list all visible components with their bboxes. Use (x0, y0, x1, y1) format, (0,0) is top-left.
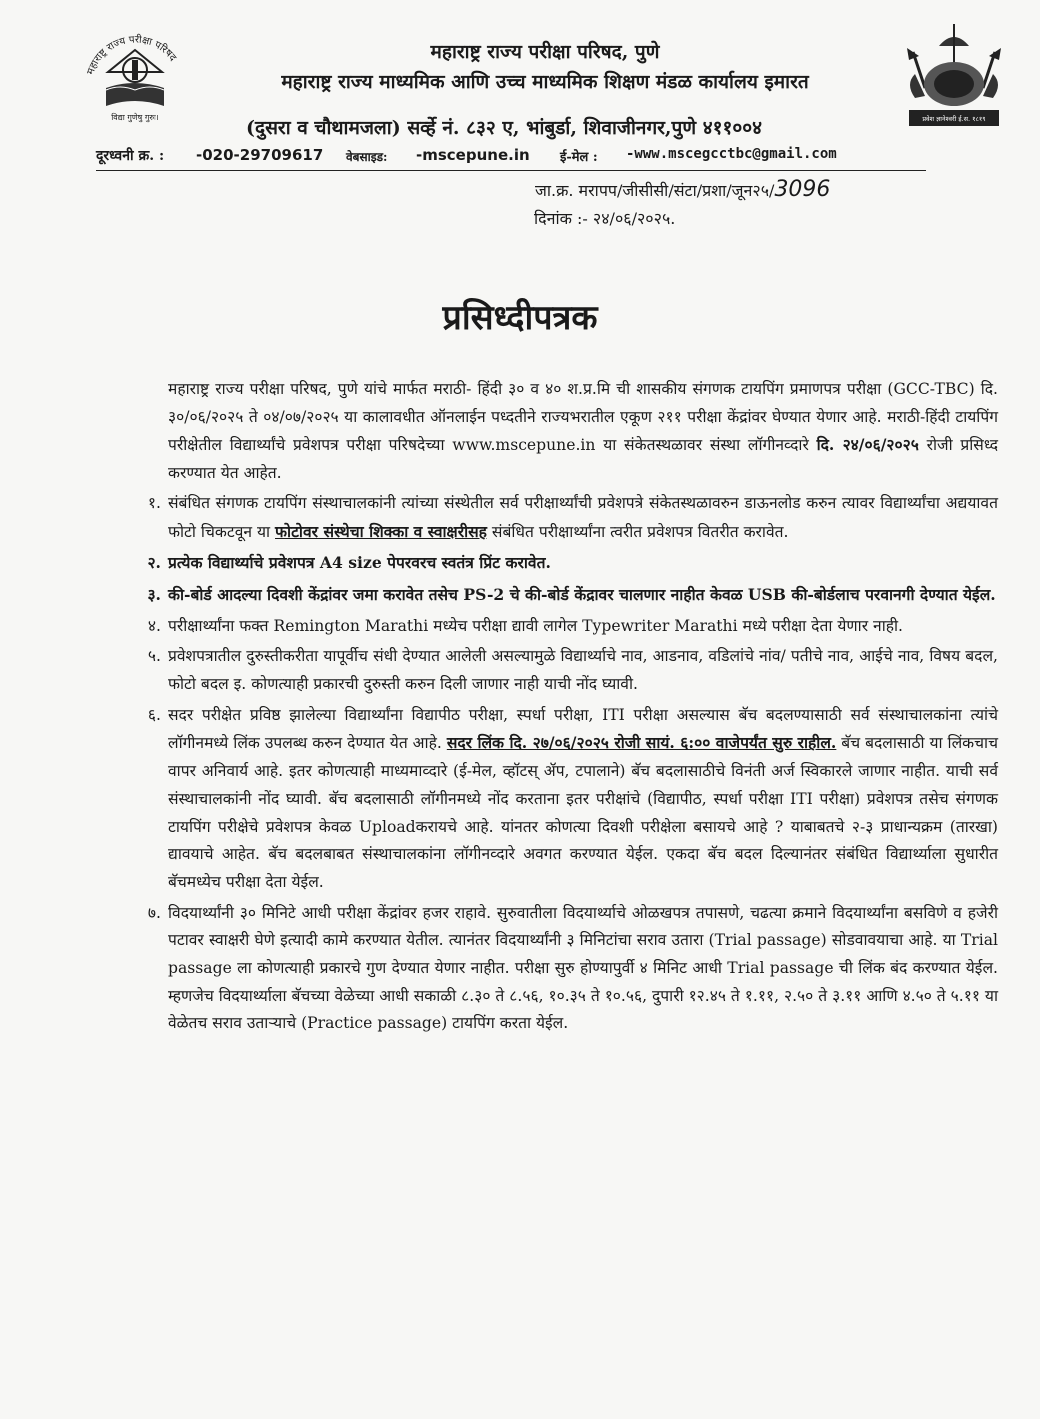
website-link[interactable]: -mscepune.in (416, 146, 530, 164)
item-emphasis: सदर लिंक दि. २७/०६/२०२५ रोजी सायं. ६:०० वाजेपर्यंत सुरु राहील. (446, 733, 837, 753)
intro-text-end: रोजी प्रसिध्द करण्यात येत आहेत. (168, 436, 998, 483)
council-name: महाराष्ट्र राज्य परीक्षा परिषद, पुणे (430, 41, 660, 63)
item-number: ३. (147, 584, 161, 604)
phone-label: दूरध्वनी क्र. : (96, 148, 165, 164)
item-emphasis: की-बोर्ड आदल्या दिवशी केंद्रांवर जमा करावेत तसेच PS-2 चे की-बोर्ड केंद्रावर चालणार नाहीत केवळ USB की-बोर्डलाच परवानगी देण्यात येईल. (168, 584, 996, 604)
notice-body (147, 376, 998, 1041)
intro-paragraph (168, 376, 998, 488)
item-text-end: बॅच बदलासाठी या लिंकचाच वापर अनिवार्य आहे. इतर कोणत्याही माध्यमाव्दारे (ई-मेल, व्हॉटस् ॲप, टपालाने) बॅच बदलासाठीचे विनंती अर्ज स्विकारले जाणार नाहीत. याची सर्व संस्थाचालकांनी नोंद घ्यावी. बॅच बदलासाठी लॉगीनमध्ये नोंद करताना इतर परीक्षांचे (विद्यापीठ, स्पर्धा परीक्षा ITI परीक्षा) प्रवेशपत्र तसेच संगणक टायपिंग परीक्षेचे प्रवेशपत्र केवळ Uploadकरायचे आहे. यांनतर कोणत्या दिवशी परीक्षेला बसायचे आहे ? याबाबतचे २-३ प्राधान्यक्रम (तारखा) द्यावयाचे आहेत. बॅच बदलबाबत संस्थाचालकांना लॉगीनव्दारे अवगत करण्यात येईल. एकदा बॅच बदल दिल्यानंतर संबंधित विद्यार्थ्याला सुधारीत बॅचमध्येच परीक्षा देता येईल. (168, 734, 998, 891)
svg-text:महाराष्ट्र राज्य परीक्षा परिषद (85, 34, 178, 77)
phone-number: -020-29709617 (196, 146, 324, 164)
item-text: संबंधित संगणक टायपिंग संस्थाचालकांनी त्यांच्या संस्थेतील सर्व परीक्षार्थ्यांची प्रवेशपत्रे संकेतस्थळावरुन डाऊनलोड करुन त्यावर विद्यार्थ्यांचा अद्ययावत फोटो चिकटवून या (168, 493, 998, 541)
state-crest-icon (895, 18, 1013, 136)
item-text: प्रवेशपत्रातील दुरुस्तीकरीता यापूर्वीच संधी देण्यात आलेली असल्यामुळे विद्यार्थ्याचे नाव, आडनाव, वडिलांचे नांव/ पतीचे नाव, आईचे नाव, विषय बदल, फोटो बदल इ. कोणत्याही प्रकारची दुरुस्ती करुन दिली जाणार नाही याची नोंद घ्यावी. (168, 647, 998, 694)
reference-number (535, 177, 830, 202)
item-number: ५. (147, 647, 161, 666)
item-text-end: संबंधित परीक्षार्थ्यांना त्वरीत प्रवेशपत्र वितरीत करावेत. (486, 522, 789, 541)
email-label: ई-मेल : (560, 150, 598, 165)
intro-text: महाराष्ट्र राज्य परीक्षा परिषद, पुणे यांचे मार्फत मराठी- हिंदी ३० व ४० श.प्र.मि ची शासकीय संगणक टायपिंग प्रमाणपत्र परीक्षा (GCC-TBC) दि. ३०/०६/२०२५ ते ०४/०७/२०२५ या कालावधीत ऑनलाईन पध्दतीने राज्यभरातील एकूण २११ परीक्षा केंद्रांवर घेण्यात येणार आहे. मराठी-हिंदी टायपिंग परीक्षेतील विद्यार्थ्यांचे प्रवेशपत्र परीक्षा परिषदेच्या www.mscepune.in या संकेतस्थळावर संस्था लॉगीनव्दारे (168, 380, 998, 455)
contact-bar (96, 146, 926, 171)
item-number: १. (147, 493, 161, 512)
emblem-motto: विद्या गुणेषु गुरुः। (111, 113, 159, 122)
crest-caption: प्रवेश ज्ञानेश्वरी ई.स. १८१९ (922, 115, 986, 123)
list-item (147, 549, 998, 578)
item-number: २. (147, 553, 161, 573)
list-item (147, 900, 998, 1039)
item-number: ४. (147, 616, 161, 635)
board-building: महाराष्ट्र राज्य माध्यमिक आणि उच्च माध्यमिक शिक्षण मंडळ कार्यालय इमारत (281, 71, 809, 93)
address: (दुसरा व चौथामजला) सर्व्हे नं. ८३२ ए, भांबुर्डा, शिवाजीनगर,पुणे ४११००४ (246, 117, 762, 139)
item-emphasis: फोटोवर संस्थेचा शिक्का व स्वाक्षरीसह (275, 521, 487, 541)
emblem-arc-text: महाराष्ट्र राज्य परीक्षा परिषद (85, 34, 179, 77)
list-item (147, 702, 998, 897)
list-item (147, 490, 998, 546)
item-number: ६. (147, 705, 161, 724)
reference-handwritten-no: 3096 (774, 177, 831, 202)
council-emblem-icon (78, 20, 193, 130)
page-title: प्रसिध्दीपत्रक (442, 298, 598, 338)
list-item (147, 643, 998, 698)
issue-date: दिनांक :- २४/०६/२०२५. (534, 209, 676, 228)
item-emphasis: प्रत्येक विद्यार्थ्याचे प्रवेशपत्र A4 size पेपरवरच स्वतंत्र प्रिंट करावेत. (168, 553, 551, 573)
item-text: परीक्षार्थ्यांना फक्त Remington Marathi मध्येच परीक्षा द्यावी लागेल Typewriter Marathi मध्ये परीक्षा देता येणार नाही. (168, 616, 904, 635)
reference-prefix: जा.क्र. मरापप/जीसीसी/संटा/प्रशा/जून२५/ (535, 181, 775, 200)
website-label: वेबसाइड: (346, 150, 388, 164)
email-link[interactable]: -www.mscegcctbc@gmail.com (626, 146, 837, 162)
item-text: सदर परीक्षेत प्रविष्ठ झालेल्या विद्यार्थ्यांना विद्यापीठ परीक्षा, स्पर्धा परीक्षा, ITI परीक्षा असल्यास बॅच बदलण्यासाठी सर्व संस्थाचालकांना त्यांचे लॉगीनमध्ये लिंक उपलब्ध करुन देण्यात येत आहे. (168, 705, 998, 753)
list-item (147, 581, 998, 610)
intro-date: दि. २४/०६/२०२५ (816, 435, 919, 455)
list-item (147, 613, 998, 641)
item-text: विदयार्थ्यांनी ३० मिनिटे आधी परीक्षा केंद्रांवर हजर राहावे. सुरुवातीला विदयार्थ्याचे ओळखपत्र तपासणे, चढत्या क्रमाने विदयार्थ्यांना बसविणे व हजेरी पटावर स्वाक्षरी घेणे इत्यादी कामे करण्यात येतील. त्यानंतर विदयार्थ्यांनी ३ मिनिटांचा सराव उतारा (Trial passage) सोडवावयाचा आहे. या Trial passage ला कोणत्याही प्रकारचे गुण देण्यात येणार नाहीत. परीक्षा सुरु होण्यापुर्वी ४ मिनिट आधी Trial passage ची लिंक बंद करण्यात येईल. म्हणजेच विदयार्थ्याला बॅचच्या वेळेच्या आधी सकाळी ८.३० ते ८.५६, १०.३५ ते १०.५६, दुपारी १२.४५ ते १.११, २.५० ते ३.११ आणि ४.५० ते ५.११ या वेळेतच सराव उताऱ्याचे (Practice passage) टायपिंग करता येईल. (168, 903, 998, 1033)
item-number: ७. (147, 903, 161, 922)
